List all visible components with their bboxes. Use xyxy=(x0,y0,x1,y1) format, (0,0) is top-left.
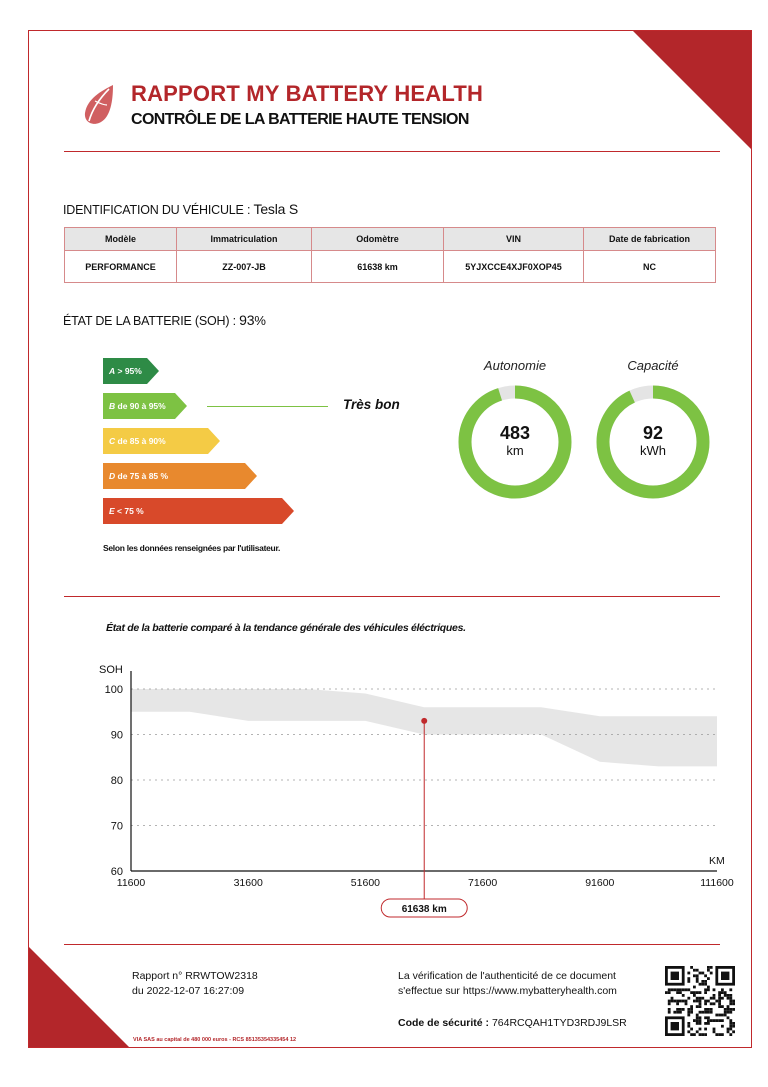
vehicle-section-label: IDENTIFICATION DU VÉHICULE : xyxy=(63,203,251,217)
rating-label: Très bon xyxy=(343,397,400,412)
vehicle-table-row xyxy=(65,251,716,283)
battery-section-title xyxy=(63,312,266,328)
verification-info xyxy=(398,969,617,999)
col-header: Date de fabrication xyxy=(584,228,716,251)
vehicle-data-point xyxy=(421,718,427,724)
capacity-unit: kWh xyxy=(640,443,666,458)
x-tick-label: 91600 xyxy=(585,877,615,889)
col-header: Immatriculation xyxy=(177,228,312,251)
report-number: Rapport n° RRWTOW2318 xyxy=(132,970,258,982)
grade-indicator-line xyxy=(207,406,328,407)
vehicle-km-label: 61638 km xyxy=(401,904,447,915)
grade-label-c: C de 85 à 90% xyxy=(109,436,166,446)
header-divider xyxy=(64,151,720,152)
report-info xyxy=(132,969,258,999)
soh-unit: % xyxy=(254,313,266,328)
soh-value: 93 xyxy=(239,312,255,328)
report-title: RAPPORT MY BATTERY HEALTH xyxy=(131,81,484,106)
x-tick-label: 11600 xyxy=(116,877,146,889)
verification-line-2: s'effectue sur https://www.mybatteryhealth.com xyxy=(398,985,617,997)
corner-decoration-bottom xyxy=(29,947,129,1047)
battery-section-label: ÉTAT DE LA BATTERIE (SOH) : xyxy=(63,314,236,328)
col-header: Odomètre xyxy=(312,228,444,251)
x-axis-label: KM xyxy=(709,855,725,867)
qr-code-icon[interactable] xyxy=(665,966,735,1036)
soh-trend-chart xyxy=(59,656,734,921)
corner-decoration-top xyxy=(633,31,751,149)
capacity-value: 92 xyxy=(642,423,664,443)
x-tick-label: 31600 xyxy=(233,877,263,889)
cell-vin: 5YJXCCE4XJF0XOP45 xyxy=(444,251,584,283)
cell-registration: ZZ-007-JB xyxy=(177,251,312,283)
cell-odometer: 61638 km xyxy=(312,251,444,283)
autonomy-unit: km xyxy=(506,443,524,458)
grade-label-b: B de 90 à 95% xyxy=(109,401,166,411)
vehicle-table-header xyxy=(65,228,716,251)
data-source-note: Selon les données renseignées par l'utilisateur. xyxy=(103,543,281,553)
security-code: 764RCQAH1TYD3RDJ9LSR xyxy=(491,1017,627,1029)
brand-logo-icon xyxy=(79,83,119,127)
chart-caption: État de la batterie comparé à la tendance générale des véhicules éléctriques. xyxy=(106,622,466,634)
x-tick-label: 71600 xyxy=(467,877,498,889)
autonomy-label: Autonomie xyxy=(483,358,547,373)
y-tick-label: 60 xyxy=(110,866,123,878)
y-tick-label: 70 xyxy=(110,820,123,833)
report-page xyxy=(28,30,752,1048)
capacity-label: Capacité xyxy=(627,358,679,373)
y-axis-label: SOH xyxy=(99,664,123,676)
verification-line-1: La vérification de l'authenticité de ce document xyxy=(398,970,616,982)
vehicle-table xyxy=(64,227,716,283)
report-subtitle: CONTRÔLE DE LA BATTERIE HAUTE TENSION xyxy=(131,111,469,128)
x-tick-label: 51600 xyxy=(350,877,381,889)
col-header: VIN xyxy=(444,228,584,251)
security-code-line xyxy=(398,1017,627,1029)
legal-notice: VIA SAS au capital de 480 000 euros - RCS 85135354335454 12 xyxy=(133,1037,297,1043)
cell-manufacture-date: NC xyxy=(584,251,716,283)
y-tick-label: 100 xyxy=(104,684,123,696)
col-header: Modèle xyxy=(65,228,177,251)
y-tick-label: 90 xyxy=(110,729,123,742)
vehicle-model-name: Tesla S xyxy=(253,201,299,217)
grade-label-e: E < 75 % xyxy=(109,506,144,516)
x-tick-label: 111600 xyxy=(700,877,734,889)
grade-label-d: D de 75 à 85 % xyxy=(109,471,169,481)
footer-divider xyxy=(64,944,720,945)
section-divider xyxy=(64,596,720,597)
cell-model: PERFORMANCE xyxy=(65,251,177,283)
y-tick-label: 80 xyxy=(110,775,123,787)
security-code-label: Code de sécurité : xyxy=(398,1017,490,1029)
report-date: du 2022-12-07 16:27:09 xyxy=(132,985,245,997)
grade-label-a: A > 95% xyxy=(109,366,142,376)
autonomy-value: 483 xyxy=(499,423,531,443)
vehicle-section-title xyxy=(63,201,298,217)
